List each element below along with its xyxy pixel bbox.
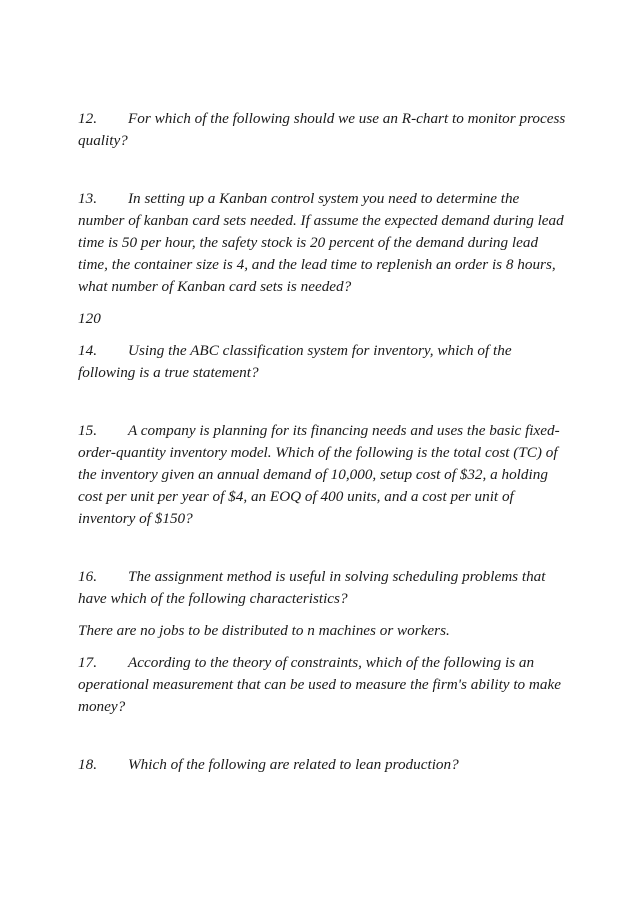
question-18 (78, 754, 568, 776)
question-number: 15. (78, 422, 97, 439)
question-14 (78, 340, 568, 384)
question-16 (78, 566, 568, 610)
question-text: For which of the following should we use an R-chart to monitor process quality? (78, 110, 566, 149)
question-text: Using the ABC classification system for inventory, which of the following is a true statement? (78, 342, 512, 381)
question-number: 13. (78, 190, 97, 207)
answer-16: There are no jobs to be distributed to n machines or workers. (78, 622, 450, 639)
question-17 (78, 652, 568, 718)
question-text: The assignment method is useful in solving scheduling problems that have which of the following characteristics? (78, 568, 546, 607)
question-text: Which of the following are related to lean production? (128, 756, 459, 773)
question-text: A company is planning for its financing needs and uses the basic fixed-order-quantity inventory model. Which of the following is the total cost (TC) of the inventory given an annual demand of 10,000, setup cost of $32, a holding cost per unit per year of $4, an EOQ of 400 units, and a cost per unit of inventory of $150? (78, 422, 560, 527)
question-13 (78, 188, 568, 298)
question-number: 12. (78, 110, 97, 127)
question-12 (78, 108, 568, 152)
answer-13: 120 (78, 310, 101, 327)
question-15 (78, 420, 568, 530)
document-page (78, 108, 568, 776)
question-number: 16. (78, 568, 97, 585)
question-number: 14. (78, 342, 97, 359)
question-number: 18. (78, 756, 97, 773)
question-text: In setting up a Kanban control system you need to determine the number of kanban card sets needed. If assume the expected demand during lead time is 50 per hour, the safety stock is 20 percent of the demand during lead time, the container size is 4, and the lead time to replenish an order is 8 hours, what number of Kanban card sets is needed? (78, 190, 564, 295)
question-number: 17. (78, 654, 97, 671)
question-text: According to the theory of constraints, which of the following is an operational measurement that can be used to measure the firm's ability to make money? (78, 654, 561, 715)
